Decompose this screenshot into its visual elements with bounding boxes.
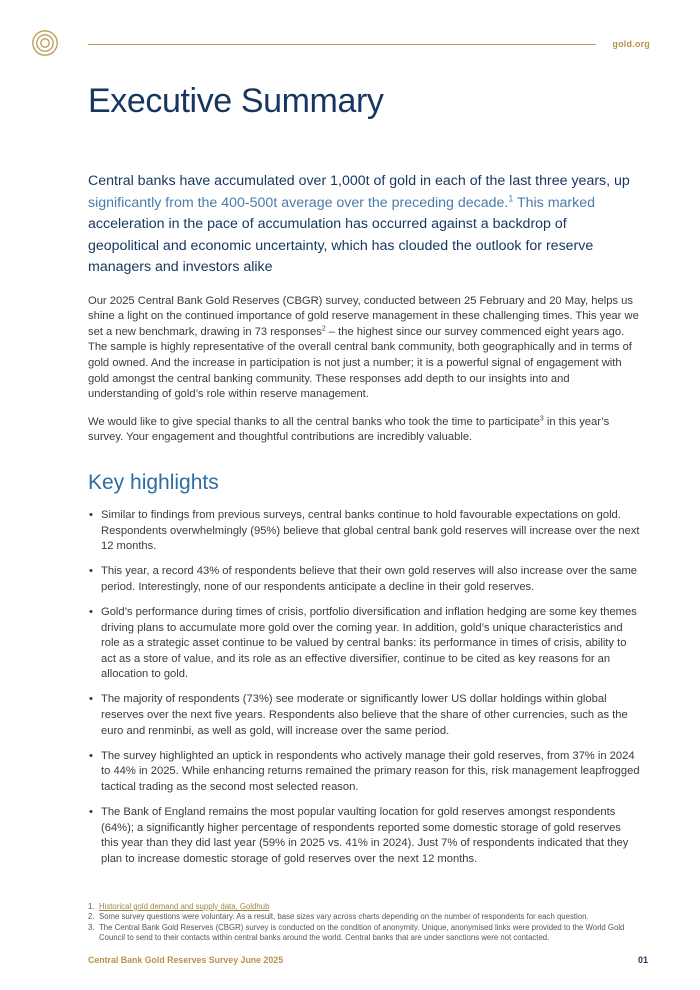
footnote-2 bbox=[88, 912, 648, 923]
footnote-ref-2: 2 bbox=[321, 325, 326, 333]
footnotes bbox=[88, 902, 648, 944]
footnote-number: 3. bbox=[88, 922, 95, 932]
footnote-text: Some survey questions were voluntary. As a result, base sizes vary across charts depending on the number of respondents for each question. bbox=[99, 912, 589, 922]
list-item bbox=[88, 564, 640, 595]
intro-paragraph-1 bbox=[88, 294, 640, 403]
footnote-link-goldhub[interactable]: Historical gold demand and supply data, Goldhub bbox=[99, 901, 270, 911]
footnote-number: 2. bbox=[88, 912, 95, 922]
intro-p2-text-cont: in this year’s survey. Your engagement and thoughtful contributions are incredibly valuable. bbox=[88, 415, 610, 444]
lead-part-2: significantly from the 400-500t average over the preceding decade. bbox=[88, 194, 509, 211]
lead-paragraph bbox=[88, 171, 640, 279]
lead-part-3: This marked bbox=[513, 194, 596, 211]
intro-p2-text: We would like to give special thanks to all the central banks who took the time to participate bbox=[88, 415, 540, 428]
lead-part-4: acceleration in the pace of accumulation has occurred against a backdrop of geopolitical and economic uncertainty, which has clouded the outlook for reserve managers and investors alike bbox=[88, 216, 594, 276]
highlight-text: This year, a record 43% of respondents believe that their own gold reserves will also increase over the same period. Interestingly, none of our respondents anticipate a decline in their gold reserves. bbox=[101, 565, 638, 593]
header-divider bbox=[88, 44, 596, 45]
highlight-text: The majority of respondents (73%) see moderate or significantly lower US dollar holdings within global reserves over the next five years. Respondents also believe that the share of other currencies, such as the euro and renminbi, as well as gold, will increase over the same period. bbox=[101, 693, 628, 737]
highlight-text: The survey highlighted an uptick in respondents who actively manage their gold reserves, from 37% in 2024 to 44% in 2025. While enhancing returns remained the primary reason for this, risk management leapfrogged tactical trading as the second most selected reason. bbox=[101, 749, 640, 793]
highlights-list bbox=[88, 508, 640, 867]
list-item bbox=[88, 508, 640, 555]
footnote-number: 1. bbox=[88, 901, 95, 911]
page-footer bbox=[88, 955, 648, 965]
highlight-text: Similar to findings from previous surveys, central banks continue to hold favourable expectations on gold. Respondents overwhelmingly (95%) believe that global central bank gold reserves will increase over the next 12 months. bbox=[101, 508, 640, 553]
intro-p1-text: Our 2025 Central Bank Gold Reserves (CBGR) survey, conducted between 25 February and 20 May, helps us shine a light on the continued importance of gold reserve management in these challenging times. This year we set a new benchmark, drawing in 73 responses bbox=[88, 294, 639, 338]
footnote-ref-1: 1 bbox=[508, 192, 514, 203]
content-column bbox=[88, 82, 640, 877]
list-item bbox=[88, 692, 640, 739]
page-number: 01 bbox=[637, 955, 648, 965]
footnote-3 bbox=[88, 923, 648, 944]
world-gold-council-rings-logo-icon bbox=[30, 28, 60, 58]
section-heading-key-highlights: Key highlights bbox=[88, 470, 219, 494]
page-title: Executive Summary bbox=[88, 82, 384, 120]
footnote-ref-3: 3 bbox=[539, 415, 544, 423]
list-item bbox=[88, 805, 640, 867]
highlight-text: The Bank of England remains the most popular vaulting location for gold reserves amongst respondents (64%); a significantly higher percentage of respondents reported some domestic storage of gold reserves this year than they did last year (59% in 2025 vs. 41% in 2024). Just 7% of respondents indicated that they plan to increase domestic storage of gold reserves over the next 12 months. bbox=[101, 805, 629, 865]
highlight-text: Gold’s performance during times of crisis, portfolio diversification and inflation hedging are some key themes driving plans to accumulate more gold over the coming year. In addition, gold’s unique characteristics and role as a strategic asset continue to be valued by central banks: its performance in times of crisis, ability to act as a store of value, and its role as an effective diversifier, continue to be cited as key reasons for an allocation to gold. bbox=[101, 605, 637, 681]
lead-part-1: Central banks have accumulated over 1,000t of gold in each of the last three years, up bbox=[88, 173, 630, 190]
footnote-1 bbox=[88, 902, 648, 913]
footnote-text: The Central Bank Gold Reserves (CBGR) survey is conducted on the condition of anonymity. Unique, anonymised links were provided to the World Gold Council to send to their contacts within central banks around the world. Central banks that are under sanctions were not contacted. bbox=[99, 922, 625, 943]
intro-paragraph-2 bbox=[88, 415, 640, 446]
list-item bbox=[88, 605, 640, 683]
list-item bbox=[88, 749, 640, 796]
gold-org-link[interactable]: gold.org bbox=[612, 39, 650, 49]
intro-p1-text-cont: – the highest since our survey commenced eight years ago. The sample is highly representative of the overall central bank community, both geographically and in terms of gold owned. And the increase in participation is not just a number; it is a powerful signal of engagement with gold amongst the central banking community. These responses add depth to our insights into and understanding of gold’s role within reserve management. bbox=[88, 325, 632, 401]
footer-report-title: Central Bank Gold Reserves Survey June 2025 bbox=[88, 955, 284, 965]
